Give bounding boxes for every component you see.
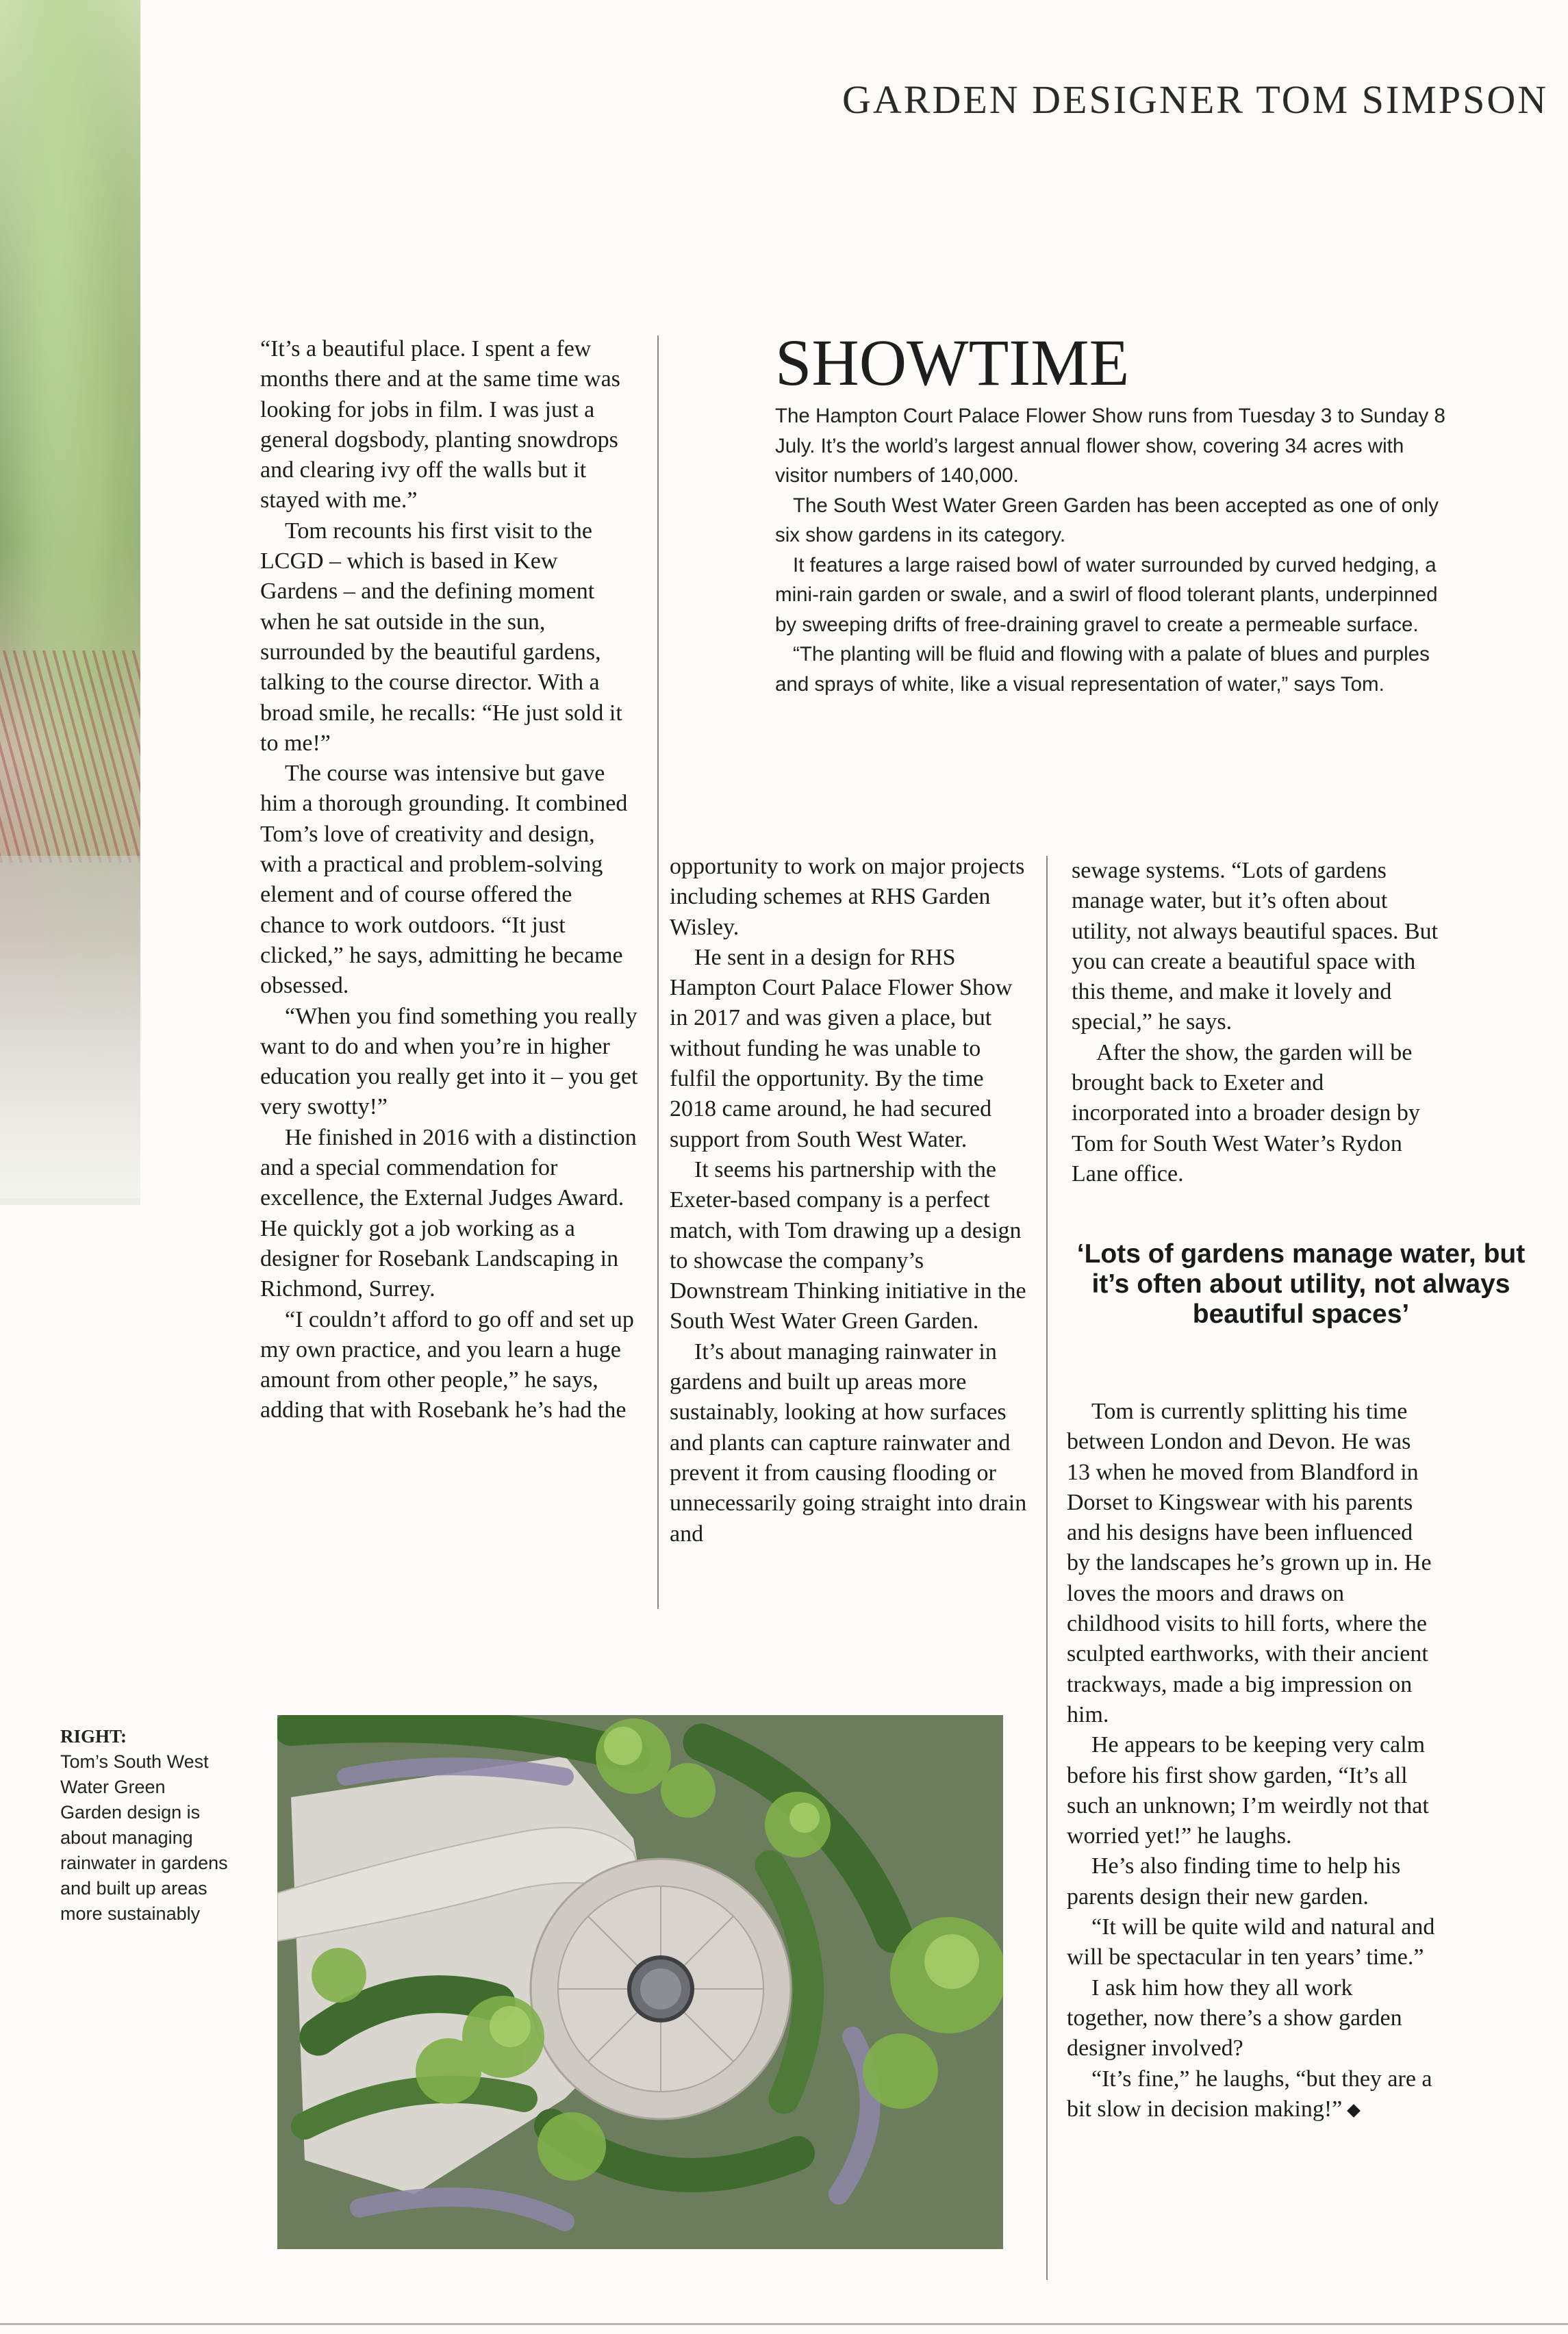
paragraph: He finished in 2016 with a distinction and a special commendation for excellence, the External Judges Award. He quickly got a job working as a designer for Rosebank Landscaping in Richmond, Surrey. bbox=[260, 1124, 637, 1302]
caption-label: RIGHT: bbox=[60, 1726, 127, 1747]
paragraph: “It will be quite wild and natural and will be spectacular in ten years’ time.” bbox=[1067, 1914, 1435, 1970]
sidebar-paragraph: “The planting will be fluid and flowing with a palate of blues and purples and sprays of white, like a visual representation of water,” says Tom. bbox=[775, 643, 1430, 696]
end-mark-icon bbox=[1347, 2104, 1361, 2118]
page-header-title: GARDEN DESIGNER TOM SIMPSON bbox=[842, 77, 1549, 122]
sidebar-paragraph: It features a large raised bowl of water surrounded by curved hedging, a mini-rain garden or swale, and a swirl of flood tolerant plants, underpinned by sweeping drifts of free-draining gravel to create a permeable surface. bbox=[775, 553, 1438, 636]
left-garden-photo bbox=[0, 0, 140, 1205]
paragraph: After the show, the garden will be brought back to Exeter and incorporated into a broader design by Tom for South West Water’s Rydon Lane office. bbox=[1072, 1039, 1420, 1187]
bottom-rule bbox=[0, 2323, 1568, 2325]
paragraph: Tom recounts his first visit to the LCGD – which is based in Kew Gardens – and the defining moment when he sat outside in the sun, surrounded by the beautiful gardens, talking to the course director. With a broad smile, he recalls: “He just sold it to me!” bbox=[260, 518, 622, 756]
body-column-2 bbox=[670, 852, 1033, 1549]
column-divider bbox=[657, 335, 659, 1609]
sidebar-paragraph: The South West Water Green Garden has been accepted as one of only six show gardens in its category. bbox=[775, 494, 1439, 546]
body-column-1 bbox=[260, 334, 641, 1426]
closing-text: “It’s fine,” he laughs, “but they are a bit slow in decision making!” bbox=[1067, 2066, 1432, 2122]
paragraph: Tom is currently splitting his time between London and Devon. He was 13 when he moved from Blandford in Dorset to Kingswear with his parents and his designs have been influenced by the landscapes he’s grown up in. He loves the moors and draws on childhood visits to hill forts, where the sculpted earthworks, with their ancient trackways, made a big impression on him. bbox=[1067, 1399, 1432, 1727]
paragraph: opportunity to work on major projects including schemes at RHS Garden Wisley. bbox=[670, 854, 1025, 940]
paragraph: He sent in a design for RHS Hampton Court Palace Flower Show in 2017 and was given a place, but without funding he was unable to fulfil the opportunity. By the time 2018 came around, he had secured support from South West Water. bbox=[670, 944, 1013, 1152]
paragraph: “It’s a beautiful place. I spent a few months there and at the same time was looking for jobs in film. I was just a general dogsbody, planting snowdrops and clearing ivy off the walls but it stayed with me.” bbox=[260, 336, 620, 513]
garden-plan-illustration bbox=[277, 1715, 1003, 2249]
image-caption bbox=[60, 1724, 231, 1927]
paragraph: It seems his partnership with the Exeter-based company is a perfect match, with Tom drawing up a design to showcase the company’s Downstream Thinking initiative in the South West Water Green Garden. bbox=[670, 1156, 1026, 1334]
caption-text: Tom’s South West Water Green Garden design is about managing rainwater in gardens and built up areas more sustainably bbox=[60, 1751, 228, 1924]
garden-plan-svg bbox=[277, 1715, 1003, 2249]
body-column-3-bottom bbox=[1067, 1397, 1437, 2124]
paragraph: The course was intensive but gave him a thorough grounding. It combined Tom’s love of creativity and design, with a practical and problem-solving element and of course offered the chance to work outdoors. “It just clicked,” he says, admitting he became obsessed. bbox=[260, 761, 628, 999]
paragraph: He appears to be keeping very calm before his first show garden, “It’s all such an unknown; I’m weirdly not that worried yet!” he laughs. bbox=[1067, 1732, 1429, 1849]
paragraph: He’s also finding time to help his parents design their new garden. bbox=[1067, 1853, 1401, 1910]
sidebar-paragraph: The Hampton Court Palace Flower Show runs from Tuesday 3 to Sunday 8 July. It’s the world’s largest annual flower show, covering 34 acres with visitor numbers of 140,000. bbox=[775, 405, 1445, 487]
paragraph bbox=[1067, 2064, 1437, 2125]
paragraph: “I couldn’t afford to go off and set up my own practice, and you learn a huge amount from other people,” he says, adding that with Rosebank he’s had the bbox=[260, 1306, 634, 1423]
sidebar-heading: SHOWTIME bbox=[775, 326, 1130, 399]
paragraph: I ask him how they all work together, now there’s a show garden designer involved? bbox=[1067, 1975, 1402, 2062]
pull-quote: ‘Lots of gardens manage water, but it’s often about utility, not always beautiful spaces’ bbox=[1076, 1239, 1526, 1329]
body-column-3-top bbox=[1072, 856, 1441, 1189]
showtime-sidebar bbox=[775, 326, 1446, 699]
column-divider bbox=[1046, 856, 1048, 2280]
paragraph: It’s about managing rainwater in gardens and built up areas more sustainably, looking at how surfaces and plants can capture rainwater and prevent it from causing flooding or unnecessarily going straight into drain and bbox=[670, 1339, 1027, 1547]
paragraph: sewage systems. “Lots of gardens manage water, but it’s often about utility, not always beautiful spaces. But you can create a beautiful space with this theme, and make it lovely and special,” he says. bbox=[1072, 858, 1439, 1035]
sidebar-body bbox=[775, 401, 1446, 699]
paragraph: “When you find something you really want to do and when you’re in higher education you really get into it – you get very swotty!” bbox=[260, 1003, 638, 1120]
